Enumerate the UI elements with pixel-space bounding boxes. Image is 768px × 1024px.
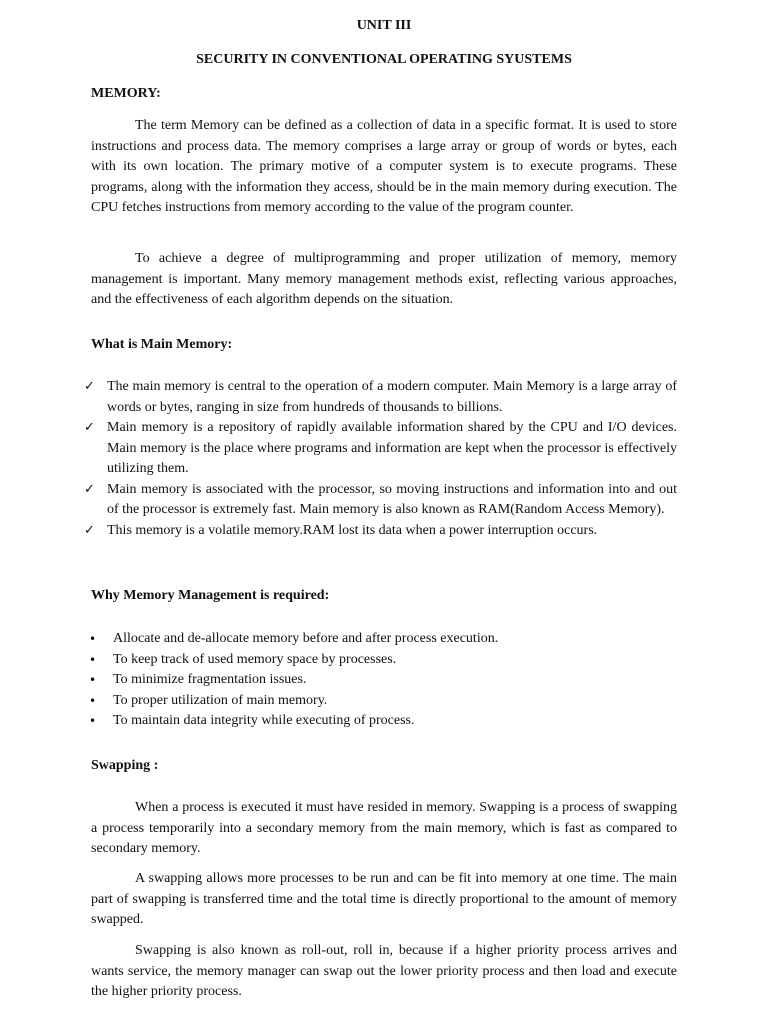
bullet-icon: • (89, 693, 97, 708)
list-item (88, 650, 677, 671)
list-item-text: To minimize fragmentation issues. (113, 672, 307, 687)
swapping-heading: Swapping : (91, 758, 159, 773)
document-title: SECURITY IN CONVENTIONAL OPERATING SYUSTEMS (196, 52, 572, 67)
main-memory-heading: What is Main Memory: (91, 337, 233, 352)
main-memory-list (84, 377, 677, 541)
list-item-text: Allocate and de-allocate memory before and after process execution. (113, 631, 499, 646)
list-item-text: Main memory is associated with the processor, so moving instructions and information into and out of the processor is extremely fast. Main memory is also known as RAM(Random Access Memory). (107, 481, 677, 517)
list-item-text: The main memory is central to the operation of a modern computer. Main Memory is a large array of words or bytes, ranging in size from hundreds of thousands to billions. (107, 379, 677, 415)
list-item-text: To keep track of used memory space by processes. (113, 651, 397, 667)
swapping-paragraph-2: A swapping allows more processes to be run and can be fit into memory at one time. The main part of swapping is transferred time and the total time is directly proportional to the amount of memory swapped. (91, 871, 677, 927)
check-mark-icon: ✓ (84, 379, 95, 394)
list-item (84, 418, 677, 480)
swapping-paragraph-3: Swapping is also known as roll-out, roll in, because if a higher priority process arrives and wants service, the memory manager can swap out the lower priority process and then load and execute the higher priority process. (91, 943, 677, 999)
list-item-text: This memory is a volatile memory.RAM lost its data when a power interruption occurs. (107, 522, 598, 538)
list-item (88, 711, 677, 732)
list-item-text: To proper utilization of main memory. (113, 692, 328, 708)
memory-paragraph-1: The term Memory can be defined as a collection of data in a specific format. It is used to store instructions and process data. The memory comprises a large array or group of words or bytes, each with its own location. The primary motive of a computer system is to execute programs. These programs, along with the information they access, should be in the main memory during execution. The CPU fetches instructions from memory according to the value of the program counter. (91, 118, 677, 215)
swapping-paragraph-1: When a process is executed it must have resided in memory. Swapping is a process of swapping a process temporarily into a secondary memory from the main memory, which is fast as compared to secondary memory. (91, 800, 677, 856)
why-memory-management-heading: Why Memory Management is required: (91, 588, 330, 603)
unit-title: UNIT III (356, 18, 412, 33)
list-item-text: Main memory is a repository of rapidly available information shared by the CPU and I/O devices. Main memory is the place where programs and information are kept when the processor is effectively utilizing them. (107, 420, 677, 476)
memory-heading: MEMORY: (91, 86, 161, 101)
bullet-icon: • (89, 673, 97, 687)
list-item (84, 377, 677, 418)
list-item (88, 670, 677, 691)
list-item (88, 691, 677, 712)
list-item-text: To maintain data integrity while executing of process. (113, 713, 415, 728)
bullet-icon: • (89, 652, 97, 667)
list-item (88, 629, 677, 650)
bullet-icon: • (89, 714, 97, 728)
check-mark-icon: ✓ (84, 481, 95, 497)
bullet-icon: • (89, 632, 97, 646)
why-memory-management-list (88, 629, 677, 732)
check-mark-icon: ✓ (84, 420, 95, 435)
memory-paragraph-2: To achieve a degree of multiprogramming and proper utilization of memory, memory management is important. Many memory management methods exist, reflecting various approaches, and the effectiveness of each algorithm depends on the situation. (91, 251, 677, 307)
list-item (84, 521, 677, 542)
list-item (84, 480, 677, 521)
check-mark-icon: ✓ (84, 522, 95, 538)
